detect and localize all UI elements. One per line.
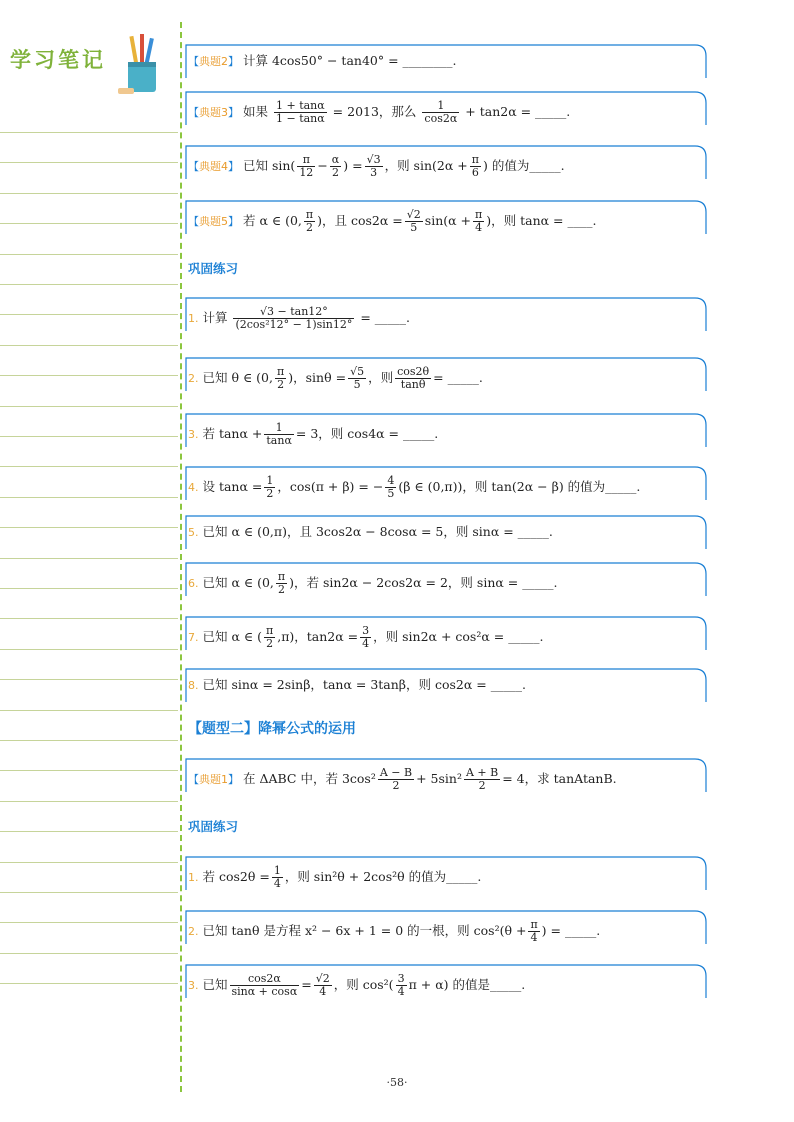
notebook-rule-line [0,801,178,802]
type-two-heading: 【题型二】降幂公式的运用 [188,721,356,737]
notebook-rule-line [0,254,178,255]
practice-4-prefix: 设 tanα = [202,479,263,494]
practice-2-fraction-1: $\frac{\pi}{2}$ [277,365,285,391]
consolidate-heading-1: 巩固练习 [188,261,239,276]
practice-8-question: 已知 sinα = 2sinβ，tanα = 3tanβ，则 cos2α = _____. [202,677,526,692]
notebook-rule-line [0,953,178,954]
notebook-rule-line [0,618,178,619]
type-two-example-1-tag: 【典题1】 [188,773,239,786]
notebook-rule-line [0,223,178,224]
practice-1-suffix: = _____. [360,310,411,325]
practice-6-number: 6. [188,577,199,590]
practice-7-number: 7. [188,631,199,644]
example-5-middle-1: )，且 cos2α = [317,213,403,228]
notebook-rule-line [0,922,178,923]
notebook-rule-line [0,679,178,680]
practice-6-box [185,562,707,596]
practice-2-3-suffix: π + α) 的值是_____. [408,977,526,992]
practice-2-1-fraction: $\frac{1}{4}$ [273,864,281,890]
example-3-fraction-1: $\frac{1 + \tan\alpha}{1 - \tan\alpha}$ [275,99,325,125]
practice-2-3-number: 3. [188,979,199,992]
notebook-rule-line [0,436,178,437]
practice-2-prefix: 已知 θ ∈ (0, [202,370,273,385]
practice-6-prefix: 已知 α ∈ (0, [202,575,274,590]
example-4-fraction-4: $\frac{\pi}{6}$ [471,153,479,179]
example-2-tag: 【典题2】 [188,55,239,68]
notebook-rule-line [0,345,178,346]
type-two-example-1-suffix: = 4，求 tanAtanB. [502,771,617,786]
example-4-prefix: 已知 sin( [242,158,296,173]
type-two-example-1-fraction-2: $\frac{A + B}{2}$ [465,766,499,792]
practice-5-question: 已知 α ∈ (0,π)，且 3cos2α − 8cosα = 5，则 sinα = _____. [202,524,553,539]
notebook-rule-line [0,406,178,407]
example-5-tag: 【典题5】 [188,215,239,228]
practice-7-suffix: ，则 sin2α + cos²α = _____. [373,629,544,644]
practice-7-middle: ,π)，tan2α = [277,629,359,644]
practice-5-number: 5. [188,526,199,539]
practice-2-2-prefix: 已知 tanθ 是方程 x² − 6x + 1 = 0 的一根，则 cos²(θ + [202,923,527,938]
notebook-rule-line [0,527,178,528]
practice-2-3-equals: = [301,977,312,992]
practice-2-3-fraction-1: $\frac{\cos 2\alpha}{\sin\alpha + \cos\alpha}$ [231,972,298,998]
practice-2-2-box [185,910,707,944]
practice-1-number: 1. [188,312,199,325]
type-two-example-1-middle: + 5sin² [416,771,462,786]
example-5-fraction-1: $\frac{\pi}{2}$ [305,208,314,234]
practice-2-3-box [185,964,707,998]
notebook-rule-line [0,193,178,194]
practice-7-fraction-2: $\frac{3}{4}$ [362,624,370,650]
notebook-rule-line [0,497,178,498]
example-3-middle: = 2013，那么 [332,104,417,119]
example-2-question: 计算 4cos50° − tan40° = ________. [242,53,457,68]
notebook-rule-line [0,710,178,711]
example-4-middle: ，则 sin(2α + [384,158,468,173]
page-number: ·58· [386,1076,408,1089]
notebook-rule-line [0,162,178,163]
notebook-rule-line [0,983,178,984]
example-3-prefix: 如果 [242,104,268,119]
notebook-title: 学习笔记 [10,48,106,72]
practice-2-middle-2: ，则 [368,370,394,385]
practice-5-box [185,515,707,549]
example-2-box [185,44,707,78]
notebook-rule-line [0,588,178,589]
practice-1-fraction: $\frac{√3 - \tan 12^\circ}{\text{(2cos²12° − 1)sin12°}}$ [235,305,353,331]
notebook-rule-line [0,132,178,133]
notebook-rule-line [0,831,178,832]
notebook-rule-line [0,314,178,315]
practice-2-middle-1: )，sinθ = [288,370,347,385]
practice-4-fraction-2: $\frac{4}{5}$ [387,474,395,500]
practice-4-middle: ，cos(π + β) = − [277,479,384,494]
notebook-rule-line [0,740,178,741]
notebook-rule-line [0,649,178,650]
example-5-prefix: 若 α ∈ (0, [242,213,302,228]
notebook-rule-line [0,558,178,559]
example-5-suffix: )，则 tanα = ____. [486,213,597,228]
practice-2-1-suffix: ，则 sin²θ + 2cos²θ 的值为_____. [284,869,482,884]
practice-6-suffix: )，若 sin2α − 2cos2α = 2，则 sinα = _____. [289,575,558,590]
example-4-minus: − [317,158,328,173]
example-5-fraction-3: $\frac{\pi}{4}$ [475,208,483,234]
practice-8-box [185,668,707,702]
notebook-rule-line [0,892,178,893]
practice-2-suffix: = _____. [433,370,483,385]
type-two-example-1-box [185,758,707,792]
notebook-rule-line [0,284,178,285]
practice-2-2-fraction: $\frac{\pi}{4}$ [530,918,538,944]
practice-2-fraction-3: $\frac{\cos 2\theta}{\tan\theta}$ [397,365,430,391]
example-4-equals: ) = [343,158,363,173]
practice-2-1-number: 1. [188,871,199,884]
example-4-fraction-2: $\frac{\alpha}{2}$ [331,153,340,179]
example-5-box [185,200,707,234]
practice-2-2-suffix: ) = _____. [541,923,601,938]
example-5-fraction-2: $\frac{√2}{5}$ [406,208,421,234]
notebook-rule-line [0,466,178,467]
practice-1-box [185,297,707,331]
practice-4-number: 4. [188,481,199,494]
notebook-rule-line [0,375,178,376]
notebook-divider [180,22,182,1092]
practice-2-fraction-2: $\frac{√5}{5}$ [350,365,365,391]
practice-6-fraction: $\frac{\pi}{2}$ [277,570,286,596]
practice-3-box [185,413,707,447]
pencil-cup-icon [118,34,164,96]
example-3-suffix: + tan2α = _____. [465,104,571,119]
practice-2-3-prefix: 已知 [202,977,228,992]
practice-3-suffix: = 3，则 cos4α = _____. [295,426,439,441]
example-4-suffix: ) 的值为_____. [482,158,565,173]
type-two-example-1-fraction-1: $\frac{A - B}{2}$ [379,766,413,792]
notebook-rule-line [0,770,178,771]
practice-2-3-middle: ，则 cos²( [333,977,394,992]
example-4-box [185,145,707,179]
notebook-rule-line [0,862,178,863]
example-5-middle-2: sin(α + [424,213,472,228]
practice-7-box [185,616,707,650]
consolidate-heading-2: 巩固练习 [188,819,239,834]
type-two-example-1-prefix: 在 ΔABC 中，若 3cos² [242,771,376,786]
practice-4-suffix: (β ∈ (0,π))，则 tan(2α − β) 的值为_____. [398,479,641,494]
practice-4-fraction-1: $\frac{1}{2}$ [266,474,274,500]
practice-2-box [185,357,707,391]
practice-2-3-fraction-2: $\frac{√2}{4}$ [315,972,330,998]
example-3-tag: 【典题3】 [188,106,239,119]
practice-1-prefix: 计算 [202,310,228,325]
practice-4-box [185,466,707,500]
example-4-fraction-3: $\frac{√3}{3}$ [366,153,381,179]
practice-3-fraction: $\frac{1}{\tan\alpha}$ [266,421,292,447]
practice-8-number: 8. [188,679,199,692]
example-3-box [185,91,707,125]
practice-3-prefix: 若 tanα + [202,426,263,441]
practice-2-1-prefix: 若 cos2θ = [202,869,270,884]
practice-2-number: 2. [188,372,199,385]
practice-7-fraction-1: $\frac{\pi}{2}$ [265,624,274,650]
practice-3-number: 3. [188,428,199,441]
example-3-fraction-2: $\frac{1}{\cos 2\alpha}$ [424,99,458,125]
example-4-fraction-1: $\frac{\pi}{12}$ [299,153,314,179]
example-4-tag: 【典题4】 [188,160,239,173]
practice-2-2-number: 2. [188,925,199,938]
practice-7-prefix: 已知 α ∈ ( [202,629,262,644]
practice-2-3-fraction-3: $\frac{3}{4}$ [397,972,405,998]
practice-2-1-box [185,856,707,890]
